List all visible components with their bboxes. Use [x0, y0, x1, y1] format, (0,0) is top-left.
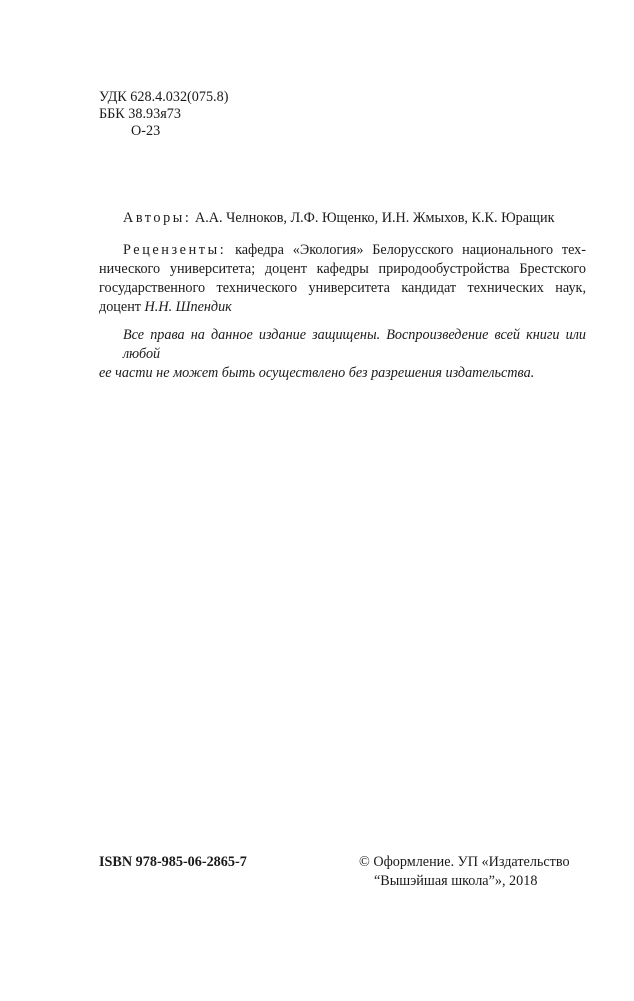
rights-line-2: ее части не может быть осуществлено без разрешения издательства. [99, 365, 535, 381]
bbk-code: ББК 38.93я73 [99, 106, 181, 122]
udc-code: УДК 628.4.032(075.8) [99, 89, 229, 105]
reviewers-label: Рецензенты: [123, 242, 227, 258]
authors-names: А.А. Челноков, Л.Ф. Ющенко, И.Н. Жмыхов, К.К. Юращик [195, 210, 555, 226]
reviewers-paragraph [99, 241, 586, 317]
reviewers-line-3: государственного технического университета кандидат технических наук, [99, 280, 586, 296]
isbn-number: ISBN 978-985-06-2865-7 [99, 854, 247, 870]
reviewers-line-1 [99, 241, 586, 260]
author-signum: О-23 [131, 123, 161, 139]
reviewer-title: доцент [99, 299, 141, 315]
reviewer-name: Н.Н. Шпендик [144, 299, 232, 315]
copyright-notice [359, 853, 570, 891]
rights-notice [99, 326, 586, 383]
classification-codes [99, 89, 228, 140]
reviewers-text-1: кафедра «Экология» Белорусского национального тех- [235, 242, 586, 258]
copyright-line-1: © Оформление. УП «Издательство [359, 854, 570, 870]
reviewers-line-4 [99, 298, 586, 317]
authors-line [123, 209, 554, 228]
copyright-line-2: “Вышэйшая школа”», 2018 [374, 873, 538, 889]
rights-line-1: Все права на данное издание защищены. Воспроизведение всей книги или любой [123, 327, 586, 362]
authors-label: Авторы: [123, 210, 192, 226]
reviewers-line-2: нического университета; доцент кафедры природообустройства Брестского [99, 261, 586, 277]
